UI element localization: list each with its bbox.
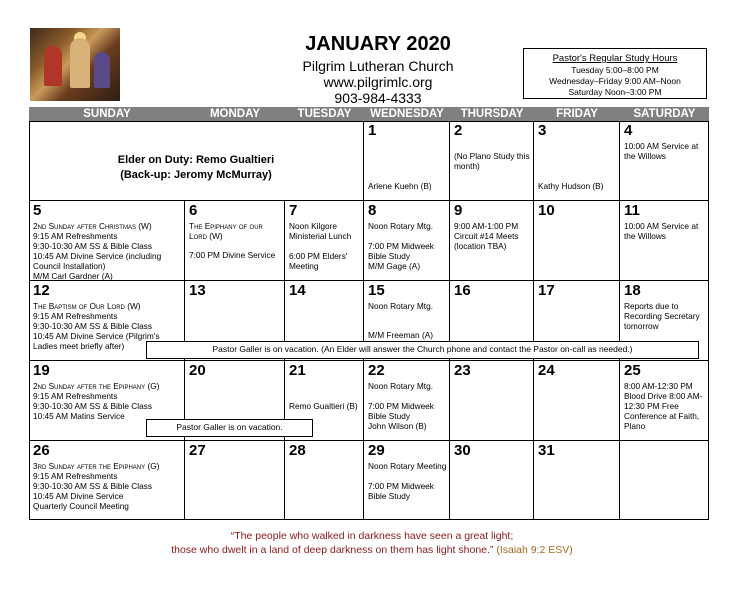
event-line: 9:30-10:30 AM SS & Bible Class: [33, 401, 152, 411]
nativity-painting: [30, 28, 120, 101]
pastor-hours-line: Wednesday–Friday 9:00 AM–Noon: [549, 76, 681, 86]
figure-shape: [44, 46, 62, 86]
day-cell[interactable]: [534, 441, 620, 520]
event-line: 7:00 PM Midweek Bible Study: [368, 241, 434, 261]
event-line: 9:15 AM Refreshments: [33, 231, 118, 241]
day-events: [33, 461, 182, 511]
day-number: 10: [538, 202, 555, 219]
liturgical-day: 3rd Sunday after the Epiphany (G): [33, 461, 160, 471]
elder-backup: (Back-up: Jeromy McMurray): [120, 169, 272, 181]
day-number: 6: [189, 202, 198, 219]
day-event: M/M Freeman (A): [368, 330, 433, 340]
scripture-quote-line: those who dwelt in a land of deep darkness on them has light shone.” (Isaiah 9:2 ESV): [171, 544, 573, 556]
day-event: Remo Gualtieri (B): [289, 401, 358, 411]
church-phone: 903-984-4333: [334, 90, 422, 106]
day-number: 28: [289, 442, 306, 459]
scripture-reference: (Isaiah 9:2 ESV): [496, 544, 573, 556]
day-cell[interactable]: [364, 361, 450, 441]
day-cell[interactable]: [620, 361, 709, 441]
day-event: 9:00 AM-1:00 PM Circuit #14 Meets (location TBA): [454, 221, 519, 251]
event-line: 7:00 PM Midweek Bible Study: [368, 401, 434, 421]
liturgical-day: 2nd Sunday after the Epiphany (G): [33, 381, 160, 391]
church-name: Pilgrim Lutheran Church: [302, 58, 454, 74]
day-event: 10:00 AM Service at the Willows: [624, 141, 699, 161]
day-number: 16: [454, 282, 471, 299]
day-event: Reports due to Recording Secretary tomorrow: [624, 301, 700, 331]
liturgical-day: The Baptism of Our Lord (W): [33, 301, 141, 311]
day-cell[interactable]: [534, 201, 620, 281]
day-number: 22: [368, 362, 385, 379]
day-number: 26: [33, 442, 50, 459]
event-line: 7:00 PM Midweek Bible Study: [368, 481, 434, 501]
day-number: 31: [538, 442, 555, 459]
day-number: 11: [624, 202, 640, 219]
day-number: 20: [189, 362, 206, 379]
day-number: 30: [454, 442, 471, 459]
event-line: 9:15 AM Refreshments: [33, 471, 118, 481]
event-line: 6:00 PM Elders' Meeting: [289, 251, 348, 271]
pastor-hours-box: [523, 48, 707, 99]
day-cell-empty: [620, 441, 709, 520]
day-number: 1: [368, 122, 377, 139]
liturgical-day: 2nd Sunday after Christmas (W): [33, 221, 152, 231]
event-line: 10:45 AM Divine Service (including Council Installation): [33, 251, 162, 271]
weekday-header: SUNDAY: [29, 107, 185, 121]
event-line: Noon Rotary Mtg.: [368, 221, 434, 231]
figure-shape: [70, 38, 90, 88]
day-cell[interactable]: [285, 201, 364, 281]
event-line: 9:15 AM Refreshments: [33, 391, 118, 401]
weekday-header: THURSDAY: [450, 107, 534, 121]
weekday-header: WEDNESDAY: [364, 107, 450, 121]
day-cell[interactable]: [620, 201, 709, 281]
church-website[interactable]: www.pilgrimlc.org: [323, 74, 433, 90]
day-number: 24: [538, 362, 555, 379]
day-event: Arlene Kuehn (B): [368, 181, 432, 191]
day-event: Noon Rotary Mtg.: [368, 301, 434, 311]
day-number: 5: [33, 202, 42, 219]
day-cell[interactable]: [285, 441, 364, 520]
liturgical-day: The Epiphany of our Lord (W): [189, 221, 263, 241]
weekday-header: SATURDAY: [620, 107, 709, 121]
day-number: 13: [189, 282, 206, 299]
event-line: 9:30-10:30 AM SS & Bible Class: [33, 481, 152, 491]
day-event: (No Plano Study this month): [454, 151, 530, 171]
day-number: 8: [368, 202, 377, 219]
event-line: 7:00 PM Divine Service: [189, 250, 276, 260]
event-line: 10:45 AM Matins Service: [33, 411, 125, 421]
day-event: 10:00 AM Service at the Willows: [624, 221, 699, 241]
event-line: John Wilson (B): [368, 421, 427, 431]
pastor-hours-heading: Pastor's Regular Study Hours: [552, 53, 678, 64]
day-number: 21: [289, 362, 306, 379]
day-number: 12: [33, 282, 50, 299]
day-cell[interactable]: [450, 361, 534, 441]
calendar-grid: [29, 107, 709, 520]
day-cell[interactable]: [534, 121, 620, 201]
day-cell[interactable]: [364, 441, 450, 520]
day-number: 9: [454, 202, 463, 219]
event-line: 10:45 AM Divine Service (Pilgrim's Ladies meet briefly after): [33, 331, 160, 351]
day-events: [368, 221, 447, 271]
day-cell[interactable]: [534, 361, 620, 441]
day-number: 29: [368, 442, 385, 459]
event-line: M/M Gage (A): [368, 261, 421, 271]
day-cell[interactable]: [185, 201, 285, 281]
event-line: Quarterly Council Meeting: [33, 501, 129, 511]
day-events: [368, 461, 447, 501]
day-number: 2: [454, 122, 463, 139]
day-cell[interactable]: [450, 201, 534, 281]
weekday-header: MONDAY: [185, 107, 285, 121]
day-events: [33, 381, 182, 421]
day-event: Kathy Hudson (B): [538, 181, 604, 191]
day-number: 4: [624, 122, 633, 139]
elder-on-duty-cell: [29, 121, 364, 201]
day-cell[interactable]: [29, 201, 185, 281]
day-number: 27: [189, 442, 206, 459]
day-events: [289, 221, 361, 271]
day-event: 8:00 AM-12:30 PM Blood Drive 8:00 AM-12:30 PM Free Conference at Faith, Plano: [624, 381, 703, 431]
day-number: 19: [33, 362, 50, 379]
pastor-hours-line: Tuesday 5:00–8:00 PM: [571, 65, 659, 75]
event-line: 9:15 AM Refreshments: [33, 311, 118, 321]
day-number: 25: [624, 362, 641, 379]
day-number: 23: [454, 362, 471, 379]
figure-shape: [94, 52, 110, 88]
event-line: 9:30-10:30 AM SS & Bible Class: [33, 321, 152, 331]
event-line: Noon Kilgore Ministerial Lunch: [289, 221, 352, 241]
event-line: Noon Rotary Meeting: [368, 461, 447, 471]
day-cell[interactable]: [450, 441, 534, 520]
day-events: [368, 381, 447, 431]
event-line: M/M Carl Gardner (A): [33, 271, 113, 281]
day-cell[interactable]: [185, 441, 285, 520]
calendar-title: JANUARY 2020: [305, 33, 451, 55]
day-number: 14: [289, 282, 306, 299]
weekday-header: FRIDAY: [534, 107, 620, 121]
weekday-header: TUESDAY: [285, 107, 364, 121]
event-line: Noon Rotary Mtg.: [368, 381, 434, 391]
vacation-notice-short: Pastor Galler is on vacation.: [146, 419, 313, 437]
day-cell[interactable]: [450, 121, 534, 201]
day-cell[interactable]: [29, 441, 185, 520]
event-line: 9:30-10:30 AM SS & Bible Class: [33, 241, 152, 251]
day-cell[interactable]: [364, 121, 450, 201]
day-number: 15: [368, 282, 385, 299]
day-cell[interactable]: [620, 121, 709, 201]
day-events: [33, 221, 182, 281]
scripture-quote-line: “The people who walked in darkness have seen a great light;: [230, 530, 514, 542]
day-cell[interactable]: [364, 201, 450, 281]
day-number: 18: [624, 282, 641, 299]
day-number: 3: [538, 122, 547, 139]
event-line: 10:45 AM Divine Service: [33, 491, 124, 501]
vacation-notice-long: Pastor Galler is on vacation. (An Elder will answer the Church phone and contact the Pastor on-call as needed.): [146, 341, 699, 359]
pastor-hours-line: Saturday Noon–3:00 PM: [568, 87, 662, 97]
elder-on-duty: Elder on Duty: Remo Gualtieri: [117, 154, 275, 166]
day-number: 7: [289, 202, 298, 219]
day-events: [189, 221, 282, 260]
day-number: 17: [538, 282, 555, 299]
